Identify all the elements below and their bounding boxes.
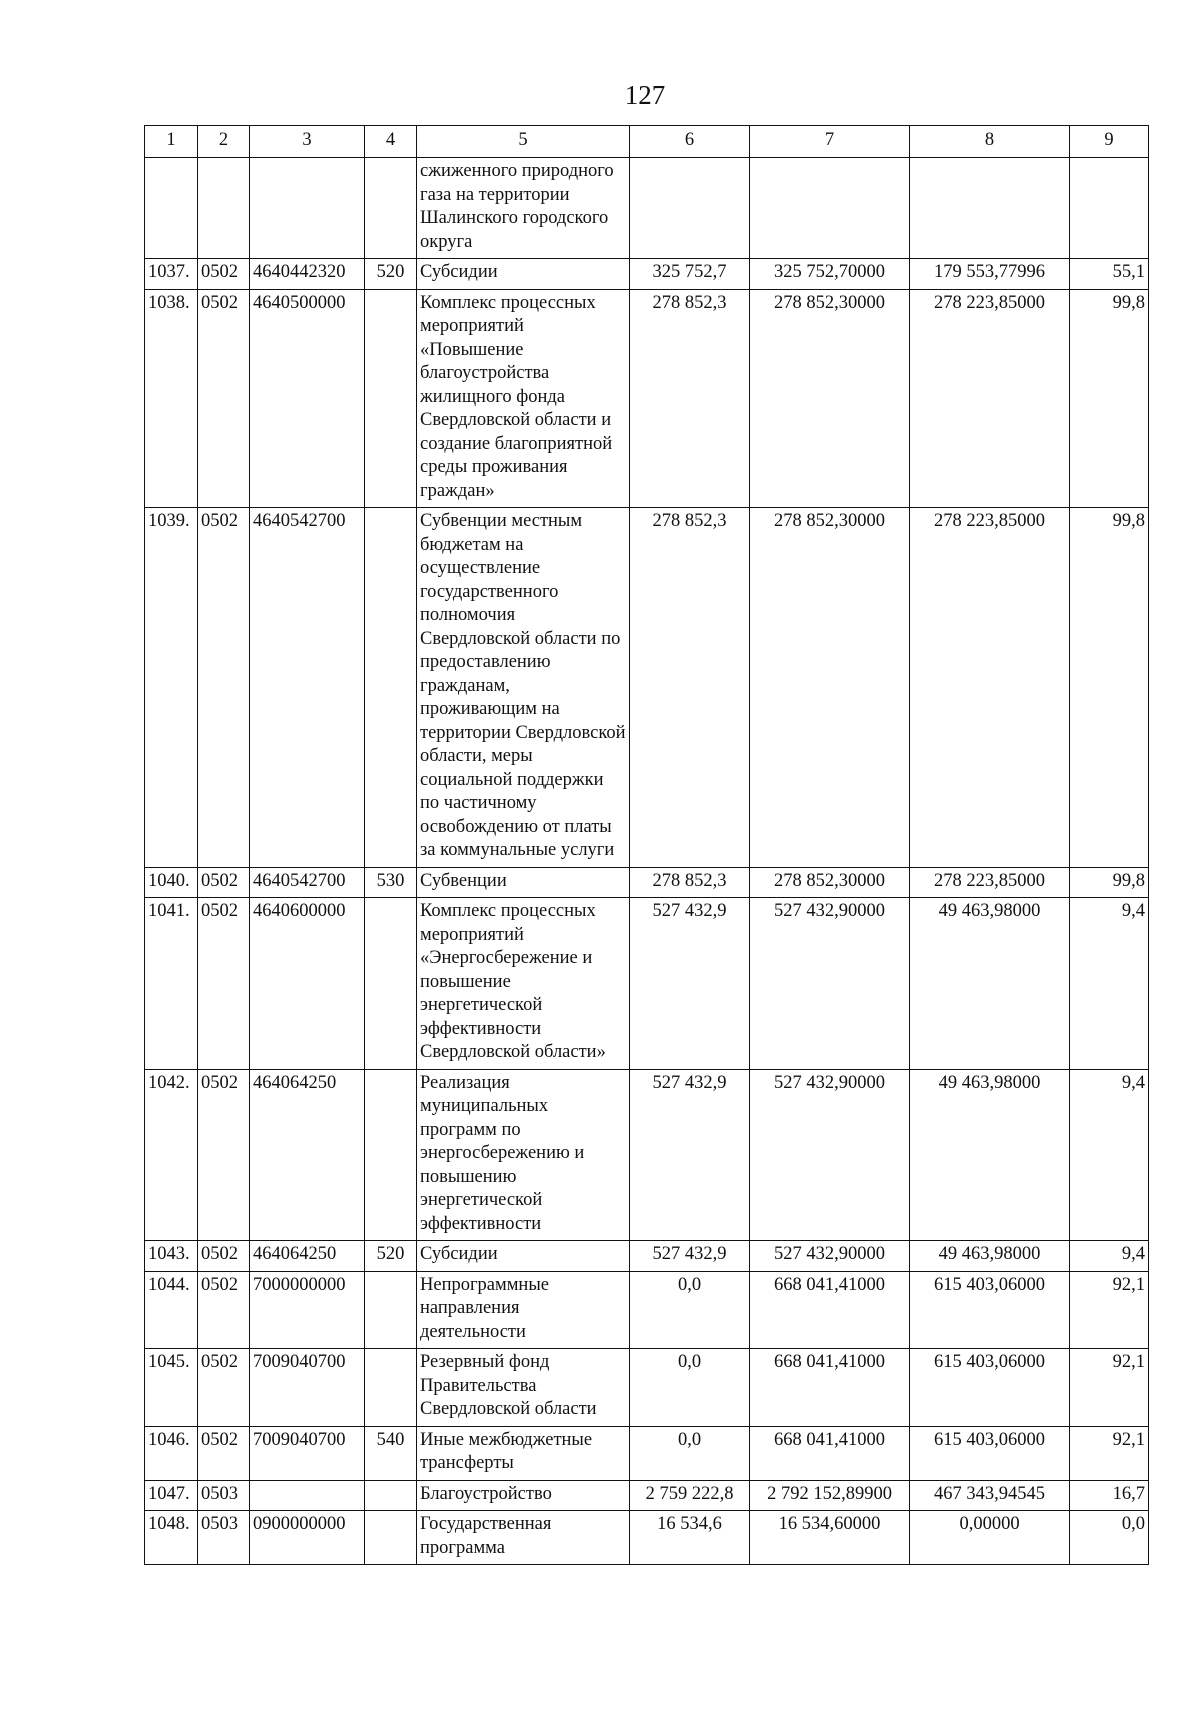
section-code: 0503 [198, 1480, 250, 1511]
item-name: Реализация муниципальных программ по энергосбережению и повышению энергетической эффективности [417, 1069, 630, 1241]
budget-list-amount: 2 792 152,89900 [750, 1480, 910, 1511]
expense-type-code [365, 158, 417, 259]
executed-amount [910, 158, 1070, 259]
target-article-code: 7009040700 [250, 1349, 365, 1427]
section-code [198, 158, 250, 259]
executed-amount: 179 553,77996 [910, 259, 1070, 290]
approved-amount [630, 158, 750, 259]
approved-amount: 527 432,9 [630, 898, 750, 1070]
target-article-code: 464064250 [250, 1069, 365, 1241]
budget-list-amount: 527 432,90000 [750, 898, 910, 1070]
item-name: Субсидии [417, 1241, 630, 1272]
section-code: 0502 [198, 508, 250, 868]
expense-type-code [365, 508, 417, 868]
executed-amount: 278 223,85000 [910, 508, 1070, 868]
execution-percent: 55,1 [1070, 259, 1149, 290]
execution-percent: 92,1 [1070, 1349, 1149, 1427]
expense-type-code [365, 1349, 417, 1427]
table-header [145, 126, 1149, 158]
item-name: Субвенции [417, 867, 630, 898]
target-article-code: 7009040700 [250, 1426, 365, 1480]
table-row [145, 1511, 1149, 1565]
section-code: 0502 [198, 1349, 250, 1427]
target-article-code: 4640542700 [250, 508, 365, 868]
column-header: 9 [1070, 126, 1149, 158]
table-row [145, 1069, 1149, 1241]
column-header: 4 [365, 126, 417, 158]
approved-amount: 527 432,9 [630, 1241, 750, 1272]
expense-type-code [365, 1511, 417, 1565]
row-number: 1040. [145, 867, 198, 898]
column-header: 8 [910, 126, 1070, 158]
approved-amount: 278 852,3 [630, 508, 750, 868]
expense-type-code: 520 [365, 259, 417, 290]
execution-percent: 16,7 [1070, 1480, 1149, 1511]
target-article-code: 7000000000 [250, 1271, 365, 1349]
expense-type-code [365, 1069, 417, 1241]
approved-amount: 0,0 [630, 1271, 750, 1349]
section-code: 0502 [198, 898, 250, 1070]
row-number [145, 158, 198, 259]
column-header: 6 [630, 126, 750, 158]
budget-list-amount: 325 752,70000 [750, 259, 910, 290]
executed-amount: 49 463,98000 [910, 898, 1070, 1070]
execution-percent: 9,4 [1070, 898, 1149, 1070]
budget-list-amount: 16 534,60000 [750, 1511, 910, 1565]
budget-list-amount: 668 041,41000 [750, 1426, 910, 1480]
expense-type-code [365, 1271, 417, 1349]
target-article-code: 0900000000 [250, 1511, 365, 1565]
page-number: 127 [624, 80, 666, 110]
section-code: 0502 [198, 867, 250, 898]
executed-amount: 278 223,85000 [910, 289, 1070, 508]
item-name: Резервный фонд Правительства Свердловской области [417, 1349, 630, 1427]
execution-percent: 0,0 [1070, 1511, 1149, 1565]
table-row [145, 289, 1149, 508]
target-article-code: 4640542700 [250, 867, 365, 898]
row-number: 1039. [145, 508, 198, 868]
row-number: 1042. [145, 1069, 198, 1241]
row-number: 1045. [145, 1349, 198, 1427]
approved-amount: 0,0 [630, 1426, 750, 1480]
item-name: Благоустройство [417, 1480, 630, 1511]
table-row [145, 1241, 1149, 1272]
column-header: 3 [250, 126, 365, 158]
approved-amount: 16 534,6 [630, 1511, 750, 1565]
item-name: сжиженного природного газа на территории Шалинского городского округа [417, 158, 630, 259]
executed-amount: 467 343,94545 [910, 1480, 1070, 1511]
row-number: 1044. [145, 1271, 198, 1349]
target-article-code [250, 158, 365, 259]
budget-list-amount [750, 158, 910, 259]
budget-list-amount: 278 852,30000 [750, 289, 910, 508]
item-name: Государственная программа [417, 1511, 630, 1565]
expense-type-code [365, 898, 417, 1070]
execution-percent: 92,1 [1070, 1426, 1149, 1480]
table-row [145, 1426, 1149, 1480]
target-article-code: 4640442320 [250, 259, 365, 290]
item-name: Иные межбюджетные трансферты [417, 1426, 630, 1480]
column-header: 1 [145, 126, 198, 158]
execution-percent: 9,4 [1070, 1069, 1149, 1241]
section-code: 0502 [198, 1271, 250, 1349]
approved-amount: 325 752,7 [630, 259, 750, 290]
approved-amount: 2 759 222,8 [630, 1480, 750, 1511]
approved-amount: 278 852,3 [630, 867, 750, 898]
execution-percent: 99,8 [1070, 289, 1149, 508]
section-code: 0502 [198, 289, 250, 508]
execution-percent: 92,1 [1070, 1271, 1149, 1349]
budget-list-amount: 527 432,90000 [750, 1241, 910, 1272]
expense-type-code: 530 [365, 867, 417, 898]
budget-table [144, 125, 1149, 1565]
executed-amount: 0,00000 [910, 1511, 1070, 1565]
table-row [145, 508, 1149, 868]
approved-amount: 0,0 [630, 1349, 750, 1427]
row-number: 1037. [145, 259, 198, 290]
executed-amount: 278 223,85000 [910, 867, 1070, 898]
table-body [145, 158, 1149, 1565]
section-code: 0503 [198, 1511, 250, 1565]
section-code: 0502 [198, 1241, 250, 1272]
executed-amount: 615 403,06000 [910, 1426, 1070, 1480]
item-name: Комплекс процессных мероприятий «Энергосбережение и повышение энергетической эффективности Свердловской области» [417, 898, 630, 1070]
column-header: 5 [417, 126, 630, 158]
table-row [145, 1480, 1149, 1511]
section-code: 0502 [198, 1426, 250, 1480]
row-number: 1047. [145, 1480, 198, 1511]
row-number: 1043. [145, 1241, 198, 1272]
budget-list-amount: 668 041,41000 [750, 1349, 910, 1427]
section-code: 0502 [198, 1069, 250, 1241]
section-code: 0502 [198, 259, 250, 290]
column-header: 7 [750, 126, 910, 158]
expense-type-code: 540 [365, 1426, 417, 1480]
execution-percent: 9,4 [1070, 1241, 1149, 1272]
item-name: Субсидии [417, 259, 630, 290]
table-row [145, 1349, 1149, 1427]
row-number: 1038. [145, 289, 198, 508]
item-name: Непрограммные направления деятельности [417, 1271, 630, 1349]
budget-list-amount: 527 432,90000 [750, 1069, 910, 1241]
row-number: 1041. [145, 898, 198, 1070]
budget-list-amount: 668 041,41000 [750, 1271, 910, 1349]
table-row [145, 259, 1149, 290]
executed-amount: 615 403,06000 [910, 1349, 1070, 1427]
approved-amount: 278 852,3 [630, 289, 750, 508]
table-row [145, 158, 1149, 259]
item-name: Комплекс процессных мероприятий «Повышение благоустройства жилищного фонда Свердловской области и создание благоприятной среды проживания граждан» [417, 289, 630, 508]
table-row [145, 898, 1149, 1070]
executed-amount: 615 403,06000 [910, 1271, 1070, 1349]
execution-percent: 99,8 [1070, 867, 1149, 898]
executed-amount: 49 463,98000 [910, 1241, 1070, 1272]
budget-list-amount: 278 852,30000 [750, 508, 910, 868]
approved-amount: 527 432,9 [630, 1069, 750, 1241]
column-header: 2 [198, 126, 250, 158]
item-name: Субвенции местным бюджетам на осуществление государственного полномочия Свердловской области по предоставлению гражданам, проживающим на территории Свердловской области, меры социальной поддержки по частичному освобождению от платы за коммунальные услуги [417, 508, 630, 868]
execution-percent [1070, 158, 1149, 259]
expense-type-code [365, 289, 417, 508]
row-number: 1048. [145, 1511, 198, 1565]
header-row [145, 126, 1149, 158]
executed-amount: 49 463,98000 [910, 1069, 1070, 1241]
target-article-code: 464064250 [250, 1241, 365, 1272]
target-article-code: 4640600000 [250, 898, 365, 1070]
target-article-code [250, 1480, 365, 1511]
target-article-code: 4640500000 [250, 289, 365, 508]
table-row [145, 867, 1149, 898]
budget-list-amount: 278 852,30000 [750, 867, 910, 898]
row-number: 1046. [145, 1426, 198, 1480]
execution-percent: 99,8 [1070, 508, 1149, 868]
expense-type-code [365, 1480, 417, 1511]
expense-type-code: 520 [365, 1241, 417, 1272]
table-row [145, 1271, 1149, 1349]
